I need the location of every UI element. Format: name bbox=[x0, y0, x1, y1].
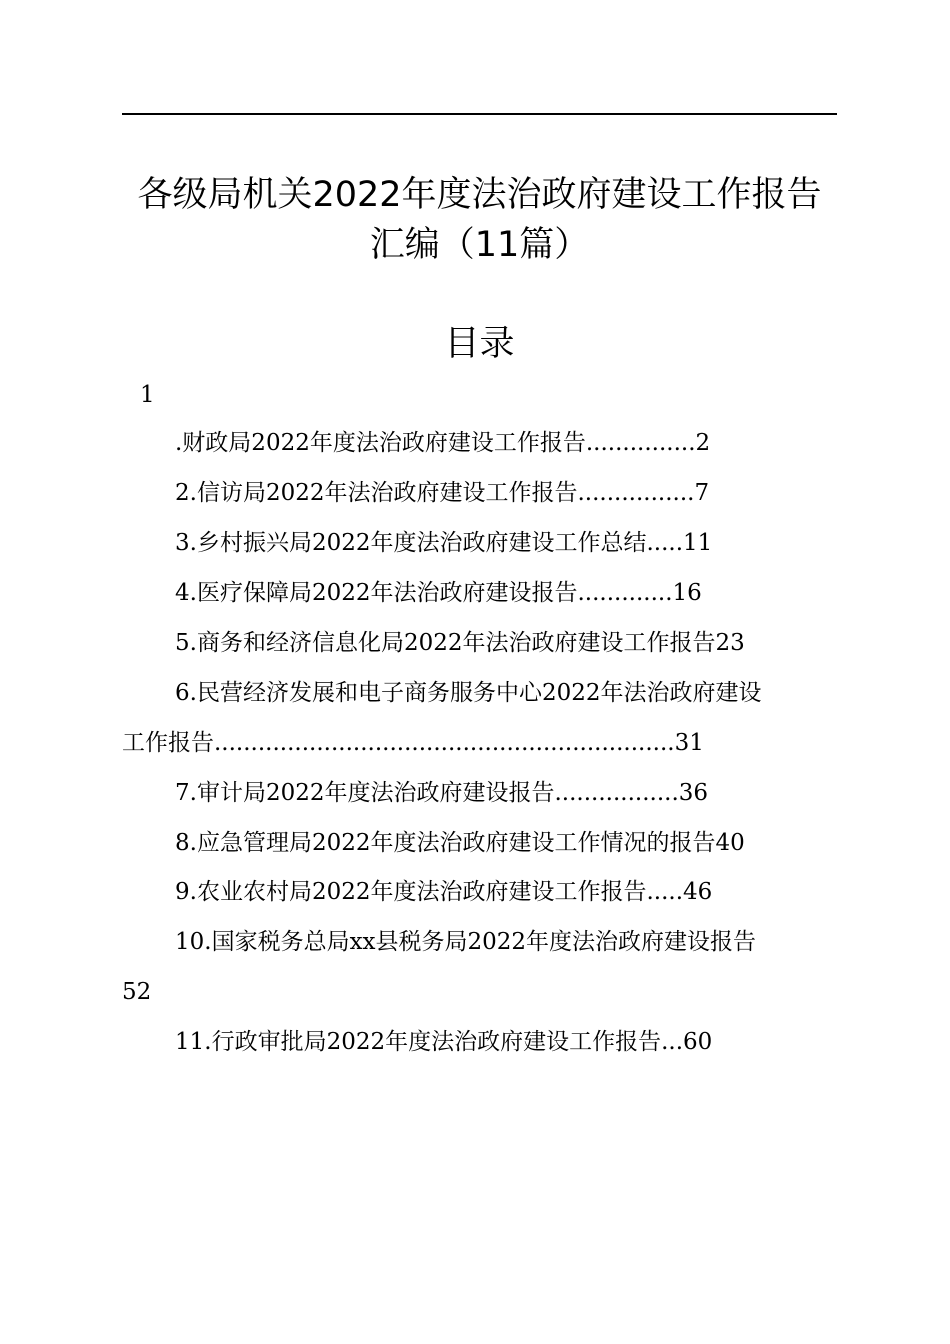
document-title-line-1: 各级局机关2022年度法治政府建设工作报告 bbox=[137, 175, 822, 215]
toc-entry-10[interactable]: 10.国家税务总局xx县税务局2022年度法治政府建设报告 bbox=[175, 929, 757, 955]
document-title-line-2: 汇编（11篇） bbox=[369, 225, 590, 265]
toc-entry-8[interactable]: 8.应急管理局2022年度法治政府建设工作情况的报告40 bbox=[175, 830, 745, 856]
header-rule bbox=[122, 113, 837, 115]
toc-entry-3[interactable]: 3.乡村振兴局2022年度法治政府建设工作总结.....11 bbox=[175, 530, 713, 556]
toc-entry-7[interactable]: 7.审计局2022年度法治政府建设报告.................36 bbox=[175, 780, 709, 806]
toc-entry-2[interactable]: 2.信访局2022年法治政府建设工作报告................7 bbox=[175, 480, 710, 506]
toc-entry-5[interactable]: 5.商务和经济信息化局2022年法治政府建设工作报告23 bbox=[175, 630, 745, 656]
toc-entry-6[interactable]: 6.民营经济发展和电子商务服务中心2022年法治政府建设 bbox=[175, 680, 762, 706]
toc-entry-10-continuation[interactable]: 52 bbox=[122, 979, 152, 1005]
toc-entry-1[interactable]: .财政局2022年度法治政府建设工作报告...............2 bbox=[175, 430, 711, 456]
toc-stray-number: 1 bbox=[140, 382, 155, 408]
toc-entry-4[interactable]: 4.医疗保障局2022年法治政府建设报告.............16 bbox=[175, 580, 702, 606]
toc-entry-9[interactable]: 9.农业农村局2022年度法治政府建设工作报告.....46 bbox=[175, 879, 713, 905]
toc-heading: 目录 bbox=[444, 324, 515, 364]
toc-entry-11[interactable]: 11.行政审批局2022年度法治政府建设工作报告...60 bbox=[175, 1029, 713, 1055]
toc-entry-6-continuation[interactable]: 工作报告...............................................................31 bbox=[122, 730, 704, 756]
